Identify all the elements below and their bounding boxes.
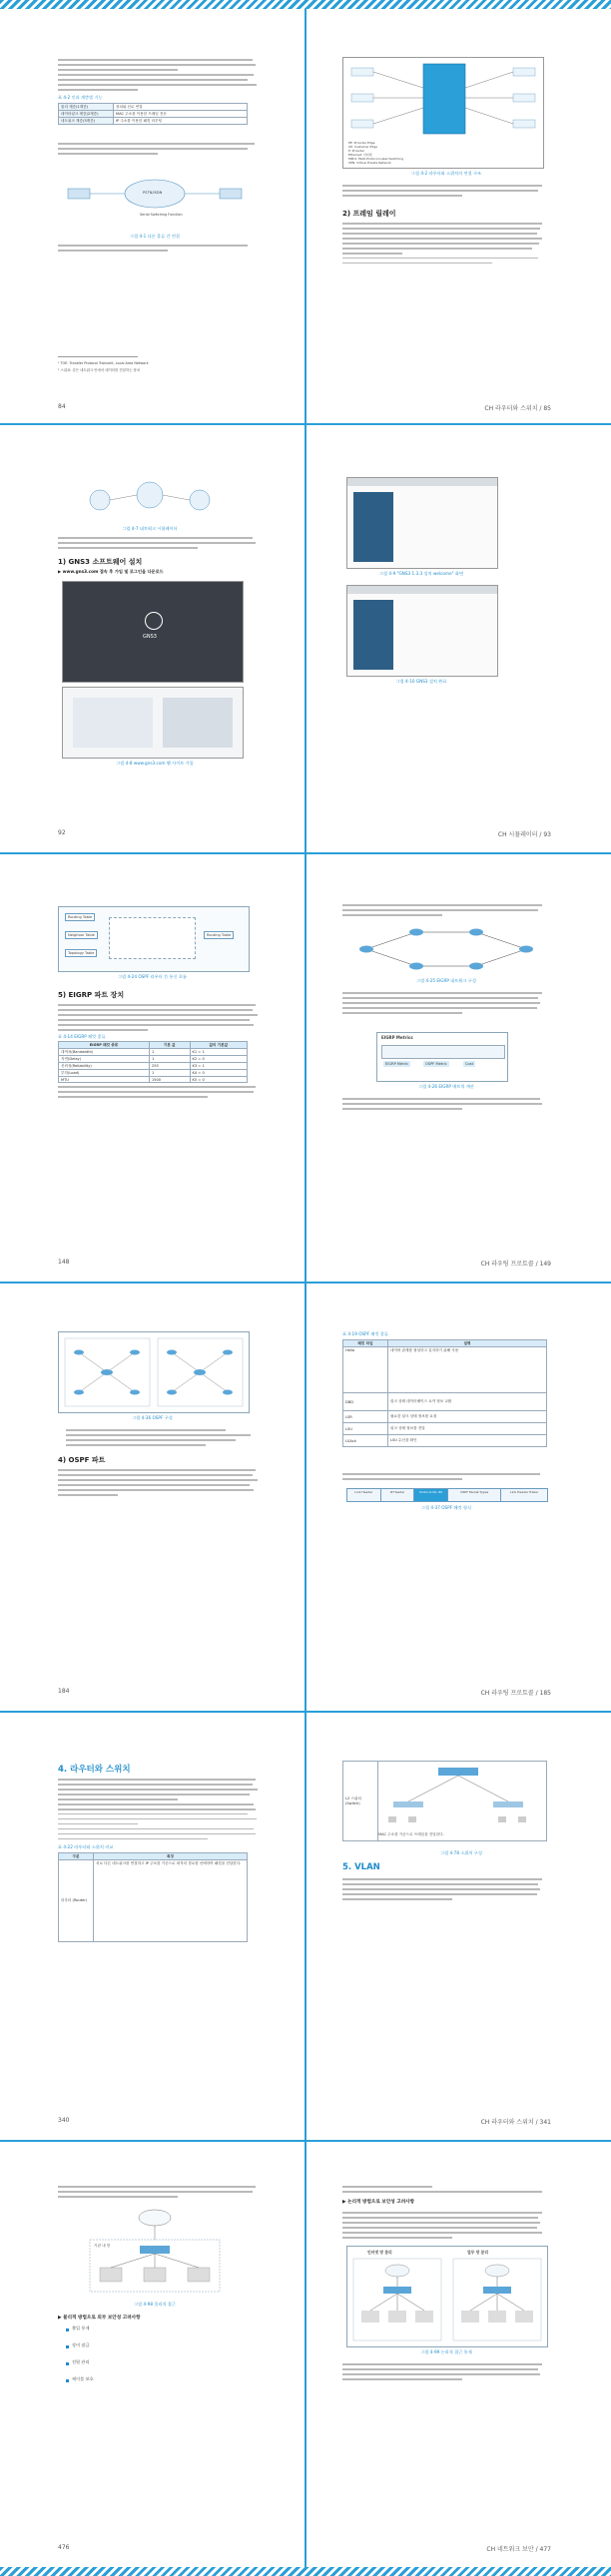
table-cell: 서로 다른 네트워크를 연결하고 IP 주소를 기준으로 최적의 경로를 선택하여 패킷을 전달한다. [94,1860,248,1942]
table-title: 표 4-22 라우터와 스위치 비교 [58,1844,114,1849]
legend-item: VPN: Virtual Private Network [348,161,391,165]
diagram-title: 인터넷 망 분리 [367,2250,392,2255]
eigrp-table-diagram [58,906,250,972]
layer-table [58,103,248,125]
page-93 [306,425,611,852]
body-text [342,1878,547,1903]
running-head-text: CH 네트워크 보안 [486,2546,534,2553]
running-head: CH 라우터와 스위치 / 341 [480,2119,551,2126]
table-cell: 대역폭(Bandwidth) [59,1049,150,1056]
logical-access-figure [346,2246,548,2347]
packet-field: Link Header [347,1489,381,1501]
page-number: 185 [539,1690,551,1697]
body-text [58,1469,258,1499]
running-head-text: CH 라우팅 프로토콜 [480,1690,534,1697]
metric-box-title: EIGRP Metrics [381,1035,413,1040]
legend-item: P: Provider [348,149,365,153]
body-text [58,1004,258,1034]
installer-welcome-screenshot [346,477,498,569]
running-head: CH 라우터와 스위치 / 85 [484,405,551,412]
table-cell: LSU 수신을 확인 [388,1435,547,1447]
table-cell: 데이터링크 계층(2계층) [59,111,114,118]
body-text [58,1779,258,1843]
router-switch-figure [342,57,544,169]
table-cell: 라우터 (Router) [59,1860,94,1942]
form-panel [163,698,233,748]
figure-caption: 그림 4-9 "GNS3 1.3.3 설치 welcome" 화면 [379,571,463,576]
metric-item: OSPF Metric [425,1062,447,1066]
packet-field: IP Header [381,1489,415,1501]
chapter-heading: 5. VLAN [342,1862,380,1872]
running-head: CH 라우팅 프로토콜 / 149 [480,1261,551,1268]
running-head: CH 네트워크 보안 / 477 [486,2546,551,2553]
table-cell: 필요한 링크 상태 정보를 요청 [388,1411,547,1423]
section-heading: 2) 프레임 릴레이 [342,210,396,218]
body-text [342,904,547,919]
diagram-label: Topology Table [65,949,97,957]
section-heading: 5) EIGRP 파트 장치 [58,991,125,999]
running-head: CH 시뮬레이터 / 93 [497,831,551,838]
legend-item: CE: Customer Edge [348,145,378,149]
physical-access-diagram [70,2206,240,2296]
gns3-logo-icon [145,612,163,630]
table-header: 특징 [94,1853,248,1860]
bullet-item: 장비 잠금 [72,2342,90,2347]
page-number: 149 [539,1261,551,1268]
page-number: 340 [58,2117,70,2124]
table-header: 패킷 타입 [343,1340,388,1347]
table-header: 값의 기본값 [190,1042,247,1049]
bullet-heading: ▶ 논리적 방법으로 보안성 고려사항 [342,2200,415,2205]
table-title: 표 4-2 인과 계층별 기능 [58,95,103,100]
footnote: ¹ TOE: Transfer Protocol Transmit, Local Area Network [58,361,149,365]
section-heading: 4) OSPF 파트 [58,1456,106,1464]
legend-item: Ethernet: 이더넷 [348,153,372,157]
table-title: 표 4-14 EIGRP 패킷 종류 [58,1034,106,1039]
table-cell: 장치와 선로 연결 [114,104,248,111]
body-text [342,2363,547,2383]
body-text [342,223,547,267]
metric-row [381,1045,505,1059]
diagram-label: Serial Switching Function [140,213,183,217]
simulator-diagram [80,475,220,525]
bullet-marker [66,2379,69,2382]
figure-caption: 그림 4-24 OSPF 라우터 간 통신 흐름 [118,974,187,979]
figure-caption: 그림 4-2 라우터와 스위치의 연결 구조 [410,171,482,176]
bullet-heading: ▶ 물리적 방법으로 외부 보안성 고려사항 [58,2316,141,2320]
table-title: 표 4-19 OSPF 패킷 종류 [342,1331,388,1336]
page-number: 477 [539,2546,551,2553]
ospf-topology-figure [58,1331,250,1413]
page-number: 341 [539,2119,551,2126]
figure-caption: 그림 4-98 물리적 접근 [134,2302,176,2307]
table-cell: 지연(Delay) [59,1056,150,1063]
legend-item: PE: Provider Edge [348,141,375,145]
vpn-diagram [343,58,543,168]
eigrp-metric-table [58,1041,248,1083]
table-cell: K4 = 0 [190,1070,247,1077]
body-text [342,1098,547,1113]
table-header: EIGRP 패킷 종류 [59,1042,150,1049]
ospf-packet-table [342,1339,547,1447]
body-text [58,59,258,94]
legend-item: MPLS: Multi-Protocol Label Switching [348,157,404,161]
window-titlebar [347,586,497,594]
table-header: 설명 [388,1340,547,1347]
figure-caption: 그림 4-36 OSPF 구성 [132,1415,173,1420]
switch-diagram [378,1762,538,1831]
figure-caption: 그림 4-1 다른 종류 간 연결 [130,234,180,239]
figure-caption: 그림 4-99 논리적 접근 통제 [420,2349,472,2354]
table-cell: 255 [149,1063,190,1070]
figure-caption: 그림 4-8 www.gns3.com 웹 사이트 가입 [116,761,194,766]
table-header: 구분 [59,1853,94,1860]
page-185 [306,1284,611,1711]
table-cell: 1 [149,1049,190,1056]
table-cell: LSR [343,1411,388,1423]
bullet-marker [66,2362,69,2365]
installer-banner [353,600,393,670]
diagram-label: Routing Table [65,913,95,921]
step-text: ▶ www.gns3.com 접속 후 가입 및 로그인을 다운로드 [58,569,164,574]
table-cell: K2 = 0 [190,1056,247,1063]
bullet-item: 전원 관리 [72,2359,90,2364]
page-476 [0,2142,305,2567]
bullet-item: 케이블 보호 [72,2376,94,2381]
eigrp-network-diagram [356,924,536,974]
packet-field: Link Header Trailer [501,1489,547,1501]
screenshot-title: GNS3 [143,634,157,640]
figure-caption: 그림 4-26 EIGRP 메트릭 계산 [418,1084,474,1089]
body-text [58,143,258,158]
table-cell: MAC 주소를 이용한 프레임 전송 [114,111,248,118]
bullet-marker [66,2345,69,2348]
table-cell: 물리 계층(1계층) [59,104,114,111]
metric-item: Cost [465,1062,473,1066]
exchange-panel [109,917,196,959]
bullet-marker [66,2328,69,2331]
table-cell: LSAck [343,1435,388,1447]
diagram-label: 기관 내 망 [94,2244,111,2248]
page-number: 148 [58,1259,70,1266]
table-cell: 네이버 관계를 형성하고 유지하기 위해 사용 [388,1347,547,1393]
window-titlebar [347,478,497,486]
page-477 [306,2142,611,2567]
diagram-title: 업무 망 분리 [467,2250,488,2255]
page-184 [0,1284,305,1711]
section-heading: 1) GNS3 소프트웨어 설치 [58,558,143,566]
network-separation-diagram [347,2247,547,2346]
running-head-text: CH 라우터와 스위치 [480,2119,534,2126]
table-cell: LSU [343,1423,388,1435]
running-head-text: CH 라우팅 프로토콜 [480,1261,534,1268]
page-341 [306,1713,611,2140]
table-header: 기본 값 [149,1042,190,1049]
table-cell: K5 = 0 [190,1077,247,1083]
page-92 [0,425,305,852]
body-text [342,992,547,1017]
page-149 [306,854,611,1282]
figure-caption: 그림 4-37 OSPF 패킷 형식 [421,1505,471,1510]
body-text [58,537,258,552]
metric-item: EIGRP Metric [385,1062,409,1066]
running-head-text: CH 라우터와 스위치 [484,405,538,412]
running-head-text: CH 시뮬레이터 [497,831,538,838]
diagram-label: Neighbor Table [65,931,98,939]
page-148 [0,854,305,1282]
table-cell: 신뢰성(Reliability) [59,1063,150,1070]
top-border-stripe [0,0,611,9]
table-cell: 네트워크 계층(3계층) [59,118,114,125]
page-number: 84 [58,403,66,410]
diagram-label: Routing Table [204,931,234,939]
page-number: 184 [58,1688,70,1695]
table-cell [378,1762,547,1841]
table-cell: 1500 [149,1077,190,1083]
page-number: 85 [543,405,551,412]
ospf-topology-diagram [59,1332,249,1412]
page-number: 476 [58,2544,70,2551]
table-cell: K1 = 1 [190,1049,247,1056]
gns3-website-screenshot [62,581,244,683]
body-text [342,185,547,200]
table-cell: K3 = 1 [190,1063,247,1070]
packet-field: OSPF Packet Types [448,1489,501,1501]
form-panel [73,698,153,748]
figure-caption: 그림 4-10 GNS3 설치 완료 [395,679,447,684]
bottom-border-stripe [0,2567,611,2576]
table-cell: L2 스위치 (Switch) [343,1762,378,1841]
footnote-rule [58,356,138,357]
figure-caption: 그림 4-25 EIGRP 네트워크 구성 [416,978,476,983]
figure-caption: 그림 4-78 스위치 구성 [440,1850,482,1855]
figure-caption: 그림 4-7 네트워크 시뮬레이터 [122,526,178,531]
table-cell: 1 [149,1070,190,1077]
body-text [342,1473,547,1483]
packet-format [346,1488,548,1502]
table-cell: DBD [343,1393,388,1411]
running-head: CH 라우팅 프로토콜 / 185 [480,1690,551,1697]
footnote: ² 스위치: 같은 네트워크 안에서 데이터를 전달하는 장치 [58,368,141,372]
table-cell: 링크 상태 정보를 전달 [388,1423,547,1435]
page-number: 93 [543,831,551,838]
page-number: 92 [58,829,66,836]
table-cell: 링크 상태 데이터베이스 요약 정보 교환 [388,1393,547,1411]
body-text [58,1086,258,1101]
body-text [342,2212,547,2242]
installer-complete-screenshot [346,585,498,677]
body-text [58,2186,258,2201]
packet-field: Protocol No. 89 [414,1489,448,1501]
page-340 [0,1713,305,2140]
switch-table [342,1761,547,1841]
table-cell: 부하(Load) [59,1070,150,1077]
installer-banner [353,492,393,562]
table-cell: Hello [343,1347,388,1393]
page-84 [0,9,305,423]
bullet-text [66,1429,256,1449]
chapter-heading: 4. 라우터와 스위치 [58,1765,131,1775]
page-85 [306,9,611,423]
table-cell: IP 주소를 이용한 패킷 라우팅 [114,118,248,125]
body-text [58,245,258,255]
router-switch-table [58,1852,248,1942]
gns3-signup-screenshot [62,687,244,759]
body-text [342,2186,547,2196]
network-diagram [60,169,250,229]
bullet-item: 출입 통제 [72,2325,90,2330]
diagram-label: PSTN/ISDN [143,191,163,195]
table-cell: MTU [59,1077,150,1083]
table-cell: 1 [149,1056,190,1063]
eigrp-metric-box [376,1032,508,1082]
table-cell-text: MAC 주소를 기준으로 프레임을 전달한다. [378,1832,444,1836]
